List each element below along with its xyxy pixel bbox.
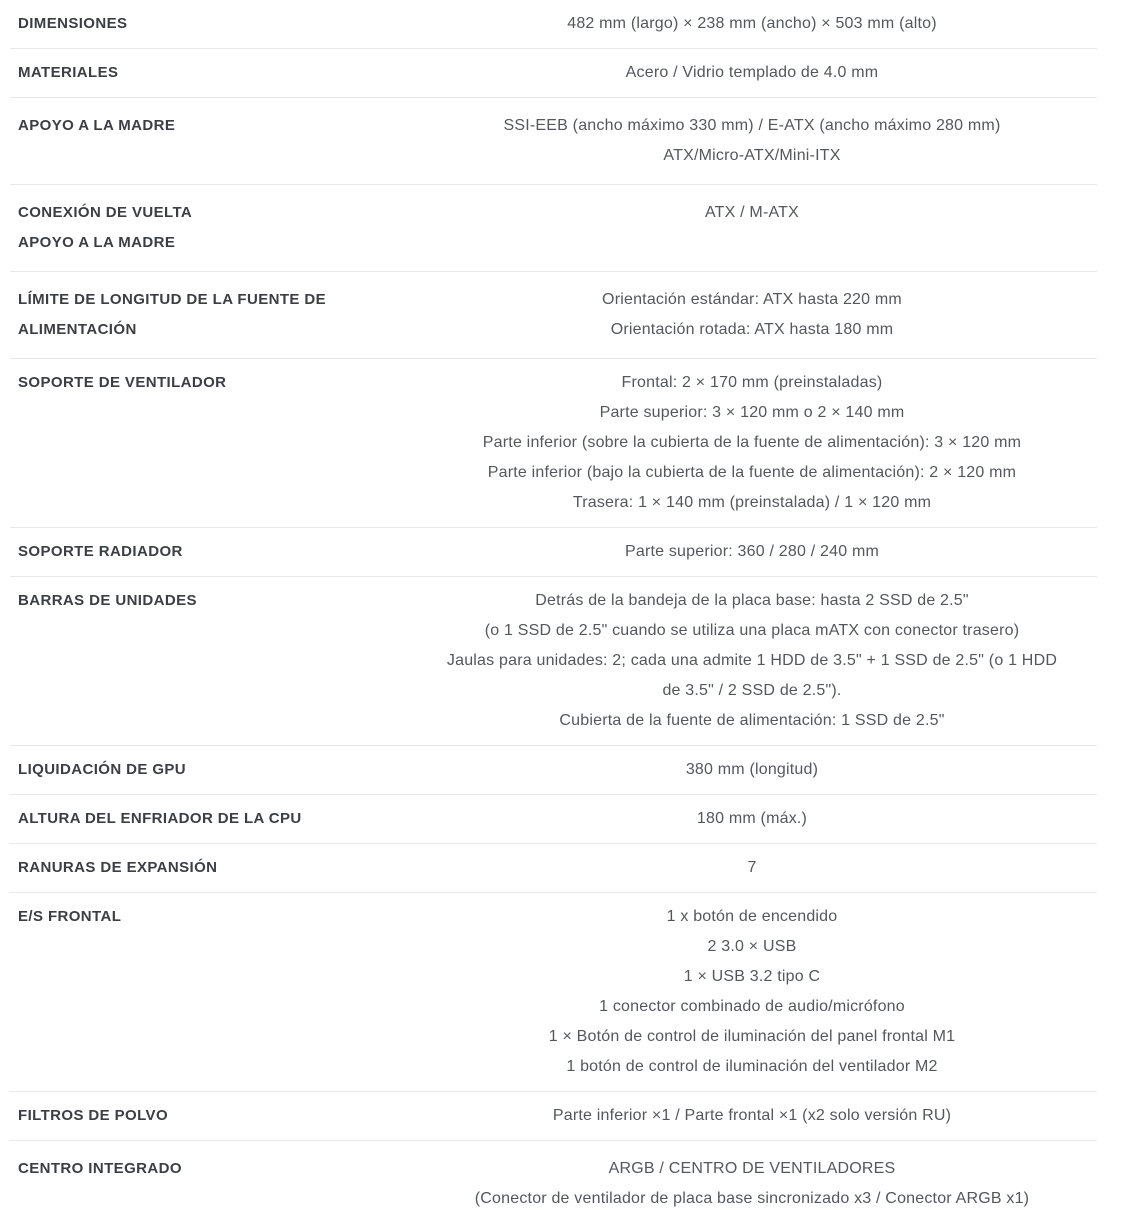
spec-value-line: ATX / M-ATX [704, 204, 800, 221]
spec-label [10, 58, 407, 88]
spec-row [10, 528, 1097, 577]
spec-value-line: ATX/Micro-ATX/Mini-ITX [663, 147, 841, 164]
spec-value [407, 586, 1097, 736]
spec-value-line: Parte inferior (bajo la cubierta de la fuente de alimentación): 2 × 120 mm [487, 464, 1017, 481]
spec-row [10, 1092, 1097, 1141]
spec-value-line: 1 × USB 3.2 tipo C [683, 968, 821, 985]
spec-label-line: DIMENSIONES [18, 15, 128, 32]
spec-value-line: (o 1 SSD de 2.5" cuando se utiliza una placa mATX con conector trasero) [484, 622, 1020, 639]
spec-label-line: FILTROS DE POLVO [18, 1107, 169, 1124]
spec-value-line: 180 mm (máx.) [696, 810, 808, 827]
spec-value-line: SSI-EEB (ancho máximo 330 mm) / E-ATX (ancho máximo 280 mm) [503, 117, 1001, 134]
spec-label-line: APOYO A LA MADRE [18, 117, 176, 134]
spec-label [10, 586, 407, 616]
spec-label [10, 198, 407, 258]
spec-label [10, 111, 407, 141]
spec-label-line: SOPORTE DE VENTILADOR [18, 374, 227, 391]
spec-value [407, 58, 1097, 88]
spec-value-line: Trasera: 1 × 140 mm (preinstalada) / 1 × 120 mm [572, 494, 932, 511]
spec-value [407, 1101, 1097, 1131]
spec-value-line: 7 [747, 859, 757, 876]
spec-value [407, 111, 1097, 171]
spec-value-line: (Conector de ventilador de placa base sincronizado x3 / Conector ARGB x1) [474, 1190, 1030, 1207]
spec-value [407, 285, 1097, 345]
spec-value [407, 755, 1097, 785]
spec-value-line: Cubierta de la fuente de alimentación: 1 SSD de 2.5" [559, 712, 945, 729]
spec-label-line: E/S FRONTAL [18, 908, 122, 925]
spec-value [407, 537, 1097, 567]
spec-value-line: 1 x botón de encendido [666, 908, 838, 925]
spec-row [10, 795, 1097, 844]
spec-value-line: 1 conector combinado de audio/micrófono [599, 998, 905, 1015]
spec-value [407, 9, 1097, 39]
spec-label [10, 537, 407, 567]
spec-value [407, 902, 1097, 1082]
spec-value [407, 853, 1097, 883]
spec-value-line: Orientación estándar: ATX hasta 220 mm [602, 291, 902, 308]
spec-value-line: Jaulas para unidades: 2; cada una admite 1 HDD de 3.5" + 1 SSD de 2.5" (o 1 HDD [446, 652, 1058, 669]
spec-row [10, 893, 1097, 1092]
spec-row [10, 272, 1097, 359]
spec-label [10, 1154, 407, 1184]
spec-row [10, 577, 1097, 746]
spec-value-line: 1 botón de control de iluminación del ventilador M2 [566, 1058, 938, 1075]
spec-value-line: Acero / Vidrio templado de 4.0 mm [625, 64, 879, 81]
spec-row [10, 185, 1097, 272]
spec-row [10, 844, 1097, 893]
spec-value-line: de 3.5" / 2 SSD de 2.5"). [662, 682, 842, 699]
spec-label-line: MATERIALES [18, 64, 119, 81]
spec-table [10, 0, 1097, 1227]
spec-value-line: Orientación rotada: ATX hasta 180 mm [610, 321, 894, 338]
spec-row [10, 49, 1097, 98]
spec-value [407, 804, 1097, 834]
spec-value-line: Parte inferior (sobre la cubierta de la fuente de alimentación): 3 × 120 mm [482, 434, 1022, 451]
spec-value [407, 368, 1097, 518]
spec-value-line: Detrás de la bandeja de la placa base: hasta 2 SSD de 2.5" [535, 592, 969, 609]
spec-value-line: Frontal: 2 × 170 mm (preinstaladas) [621, 374, 883, 391]
spec-value-line: Parte inferior ×1 / Parte frontal ×1 (x2 solo versión RU) [552, 1107, 952, 1124]
spec-label [10, 853, 407, 883]
spec-label-line: APOYO A LA MADRE [18, 234, 176, 251]
spec-row [10, 1141, 1097, 1227]
spec-label [10, 902, 407, 932]
spec-label-line: LIQUIDACIÓN DE GPU [18, 761, 187, 778]
spec-label [10, 804, 407, 834]
spec-label-line: CENTRO INTEGRADO [18, 1160, 182, 1177]
spec-value-line: 482 mm (largo) × 238 mm (ancho) × 503 mm (alto) [567, 15, 937, 32]
spec-value-line: 2 3.0 × USB [707, 938, 797, 955]
spec-label [10, 285, 407, 345]
spec-row [10, 98, 1097, 185]
spec-row [10, 0, 1097, 49]
spec-value-line: Parte superior: 3 × 120 mm o 2 × 140 mm [599, 404, 905, 421]
spec-label-line: LÍMITE DE LONGITUD DE LA FUENTE DE [18, 291, 327, 308]
spec-label-line: RANURAS DE EXPANSIÓN [18, 859, 218, 876]
spec-value-line: 380 mm (longitud) [685, 761, 819, 778]
spec-label-line: ALIMENTACIÓN [18, 321, 137, 338]
spec-label [10, 9, 407, 39]
spec-value [407, 198, 1097, 228]
spec-label [10, 368, 407, 398]
spec-value-line: ARGB / CENTRO DE VENTILADORES [608, 1160, 896, 1177]
spec-value-line: Parte superior: 360 / 280 / 240 mm [624, 543, 880, 560]
spec-label-line: CONEXIÓN DE VUELTA [18, 204, 193, 221]
spec-label [10, 755, 407, 785]
spec-label-line: ALTURA DEL ENFRIADOR DE LA CPU [18, 810, 302, 827]
spec-label-line: SOPORTE RADIADOR [18, 543, 183, 560]
spec-value-line: 1 × Botón de control de iluminación del panel frontal M1 [548, 1028, 956, 1045]
spec-row [10, 746, 1097, 795]
spec-value [407, 1154, 1097, 1214]
spec-label-line: BARRAS DE UNIDADES [18, 592, 197, 609]
spec-row [10, 359, 1097, 528]
spec-label [10, 1101, 407, 1131]
